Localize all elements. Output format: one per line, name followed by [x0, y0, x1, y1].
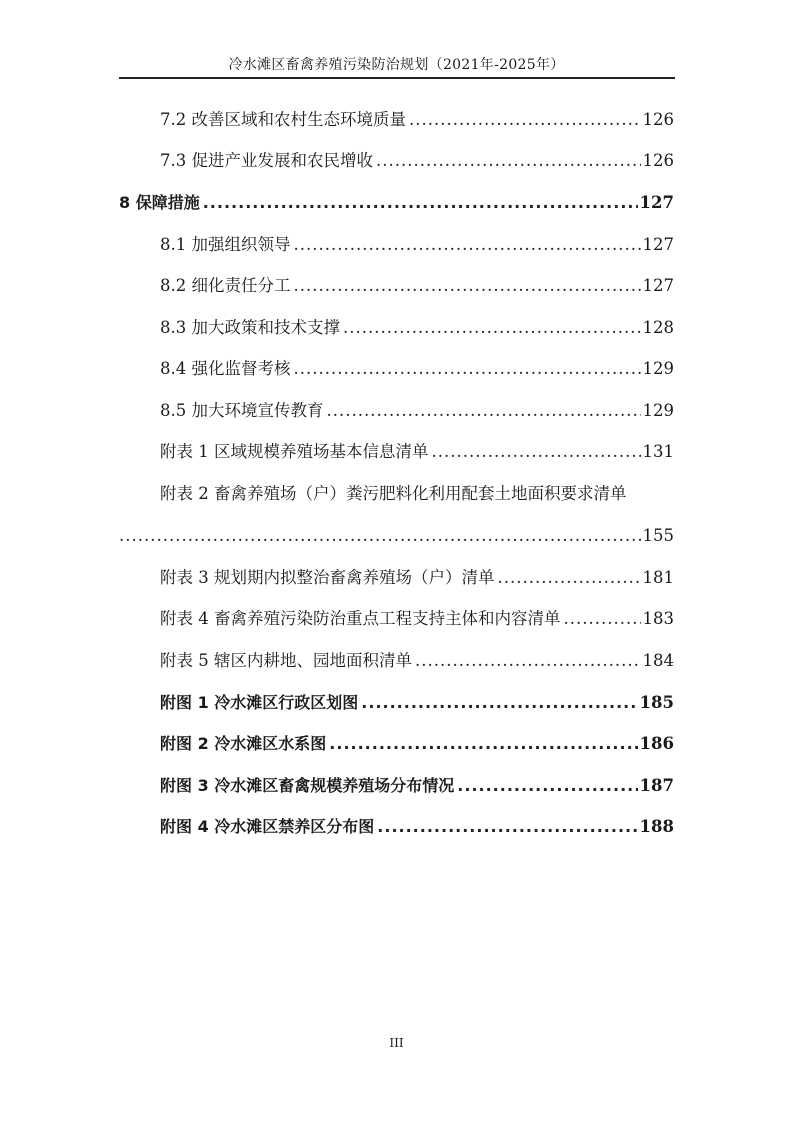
toc-entry-appendix-table-5[interactable] [160, 644, 674, 672]
toc-entry-page: 188 [639, 817, 674, 836]
toc-dot-leader [409, 109, 641, 131]
toc-entry-label: 8.4 强化监督考核 [160, 359, 291, 378]
toc-entry-page: 183 [642, 609, 674, 628]
toc-entry-page: 185 [639, 693, 674, 712]
toc-dot-leader [498, 567, 641, 589]
toc-entry-8-1[interactable] [160, 228, 674, 256]
toc-entry-7-2[interactable] [160, 103, 674, 131]
toc-dot-leader [564, 608, 641, 630]
toc-entry-label: 附图 2 冷水滩区水系图 [160, 734, 327, 753]
toc-entry-appendix-table-2[interactable] [160, 477, 627, 505]
toc-entry-label: 7.2 改善区域和农村生态环境质量 [160, 110, 406, 129]
toc-dot-leader [294, 275, 641, 297]
toc-entry-8-4[interactable] [160, 352, 674, 380]
toc-entry-appendix-figure-3[interactable] [160, 769, 674, 797]
toc-entry-label: 附表 5 辖区内耕地、园地面积清单 [160, 651, 412, 670]
toc-dot-leader [343, 317, 641, 339]
toc-dot-leader [294, 358, 641, 380]
toc-entry-page: 184 [642, 651, 674, 670]
toc-entry-label: 8.3 加大政策和技术支撑 [160, 318, 340, 337]
toc-entry-label: 附表 2 畜禽养殖场（户）粪污肥料化利用配套土地面积要求清单 [160, 484, 627, 503]
toc-entry-page: 187 [639, 776, 674, 795]
toc-entry-chapter-8[interactable] [119, 186, 674, 214]
toc-entry-page: 127 [642, 235, 674, 254]
toc-entry-page: 131 [642, 442, 674, 461]
toc-dot-leader [203, 192, 638, 214]
toc-dot-leader [457, 775, 637, 797]
toc-entry-label: 附图 3 冷水滩区畜禽规模养殖场分布情况 [160, 776, 455, 795]
page-number: III [389, 1036, 404, 1050]
toc-entry-page: 181 [642, 568, 674, 587]
toc-entry-appendix-table-2-continuation[interactable] [119, 519, 674, 547]
toc-entry-appendix-table-1[interactable] [160, 435, 674, 463]
toc-entry-label: 8 保障措施 [119, 193, 200, 212]
toc-entry-appendix-table-4[interactable] [160, 602, 674, 630]
toc-entry-label: 附图 1 冷水滩区行政区划图 [160, 693, 359, 712]
toc-dot-leader [119, 525, 641, 547]
toc-entry-8-2[interactable] [160, 269, 674, 297]
toc-dot-leader [376, 150, 641, 172]
toc-entry-label: 附图 4 冷水滩区禁养区分布图 [160, 817, 375, 836]
toc-entry-page: 128 [642, 318, 674, 337]
toc-entry-page: 126 [642, 151, 674, 170]
toc-dot-leader [294, 234, 641, 256]
toc-entry-appendix-figure-2[interactable] [160, 727, 674, 755]
toc-dot-leader [432, 441, 641, 463]
toc-entry-label: 8.1 加强组织领导 [160, 235, 291, 254]
toc-entry-page: 186 [639, 734, 674, 753]
toc-entry-8-5[interactable] [160, 394, 674, 422]
header-rule [119, 77, 675, 79]
toc-entry-label: 7.3 促进产业发展和农民增收 [160, 151, 373, 170]
toc-entry-label: 8.5 加大环境宣传教育 [160, 401, 324, 420]
toc-entry-label: 附表 1 区域规模养殖场基本信息清单 [160, 442, 429, 461]
toc-entry-appendix-figure-4[interactable] [160, 810, 674, 838]
toc-entry-page: 129 [642, 359, 674, 378]
toc-entry-appendix-table-3[interactable] [160, 561, 674, 589]
toc-dot-leader [327, 400, 641, 422]
toc-entry-page: 155 [642, 526, 674, 545]
toc-dot-leader [329, 733, 637, 755]
running-header-title: 冷水滩区畜禽养殖污染防治规划（2021年-2025年） [228, 57, 565, 73]
toc-entry-page: 129 [642, 401, 674, 420]
toc-entry-7-3[interactable] [160, 144, 674, 172]
toc-dot-leader [415, 650, 641, 672]
toc-entry-8-3[interactable] [160, 311, 674, 339]
toc-entry-page: 127 [639, 193, 674, 212]
toc-dot-leader [377, 816, 637, 838]
toc-entry-page: 127 [642, 276, 674, 295]
toc-entry-label: 附表 4 畜禽养殖污染防治重点工程支持主体和内容清单 [160, 609, 561, 628]
toc-entry-label: 8.2 细化责任分工 [160, 276, 291, 295]
toc-entry-appendix-figure-1[interactable] [160, 686, 674, 714]
toc-dot-leader [361, 692, 637, 714]
toc-entry-page: 126 [642, 110, 674, 129]
toc-entry-label: 附表 3 规划期内拟整治畜禽养殖场（户）清单 [160, 568, 495, 587]
